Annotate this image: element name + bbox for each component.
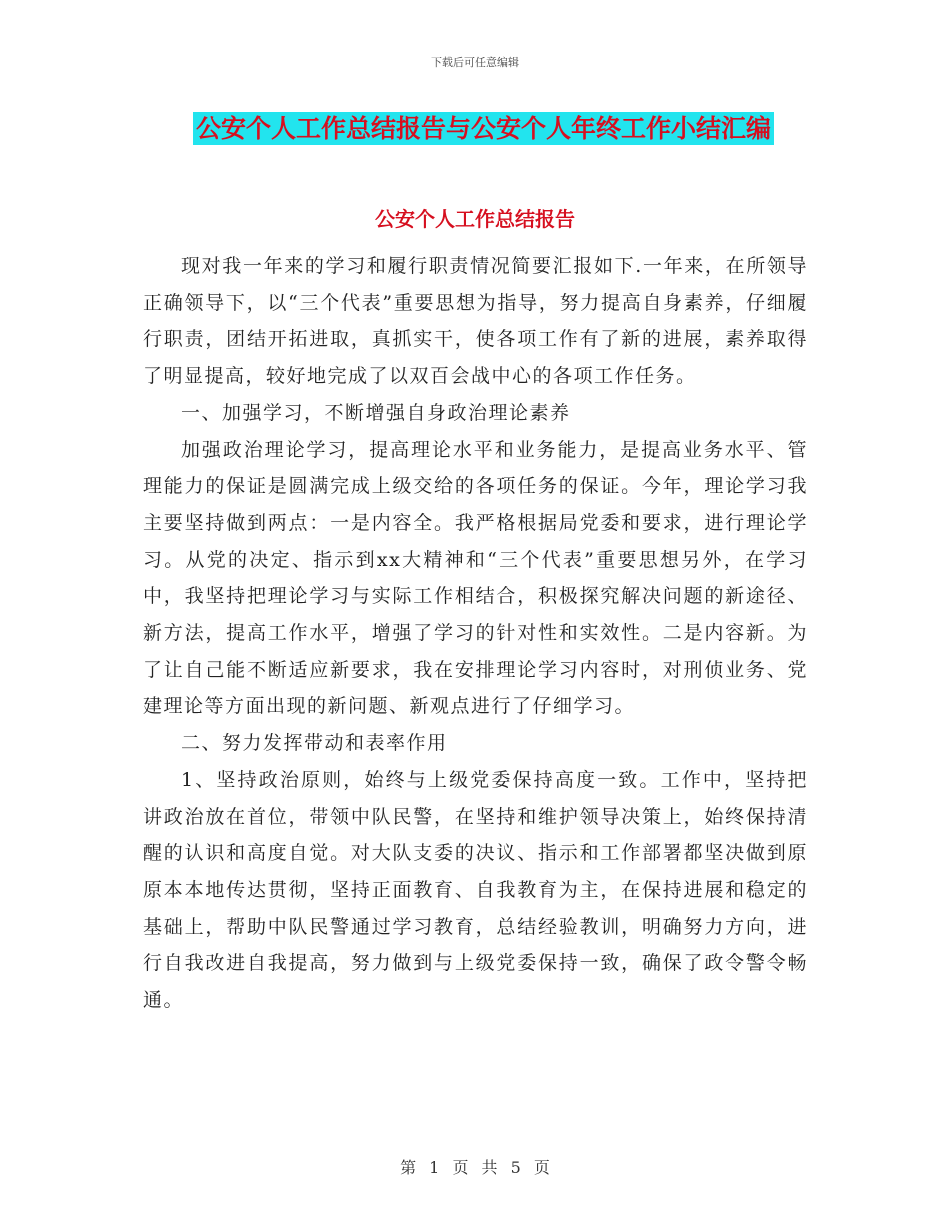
paragraph-intro: 现对我一年来的学习和履行职责情况简要汇报如下.一年来，在所领导正确领导下，以“三个代表”重要思想为指导，努力提高自身素养，仔细履行职责，团结开拓进取，真抓实干，使各项工作有了新的进展，素养取得了明显提高，较好地完成了以双百会战中心的各项工作任务。	[143, 255, 808, 388]
section-title: 公安个人工作总结报告	[375, 207, 575, 231]
paragraph-political: 1、坚持政治原则，始终与上级党委保持高度一致。工作中，坚持把讲政治放在首位，带领中队民警，在坚持和维护领导决策上，始终保持清醒的认识和高度自觉。对大队支委的决议、指示和工作部署都坚决做到原原本本地传达贯彻，坚持正面教育、自我教育为主，在保持进展和稳定的基础上，帮助中队民警通过学习教育，总结经验教训，明确努力方向，进行自我改进自我提高，努力做到与上级党委保持一致，确保了政令警令畅通。	[143, 768, 808, 1012]
document-title: 公安个人工作总结报告与公安个人年终工作小结汇编	[193, 112, 774, 145]
heading-2: 二、努力发挥带动和表率作用	[181, 732, 448, 755]
document-body	[143, 248, 808, 1019]
page-header-note: 下载后可任意编辑	[431, 56, 519, 69]
page-footer: 第 1 页 共 5 页	[400, 1158, 550, 1177]
paragraph-study: 加强政治理论学习，提高理论水平和业务能力，是提高业务水平、管理能力的保证是圆满完成上级交给的各项任务的保证。今年，理论学习我主要坚持做到两点：一是内容全。我严格根据局党委和要求，进行理论学习。从党的决定、指示到xx大精神和“三个代表”重要思想另外，在学习中，我坚持把理论学习与实际工作相结合，积极探究解决问题的新途径、新方法，提高工作水平，增强了学习的针对性和实效性。二是内容新。为了让自己能不断适应新要求，我在安排理论学习内容时，对刑侦业务、党建理论等方面出现的新问题、新观点进行了仔细学习。	[143, 438, 808, 718]
heading-1: 一、加强学习，不断增强自身政治理论素养	[181, 401, 571, 424]
